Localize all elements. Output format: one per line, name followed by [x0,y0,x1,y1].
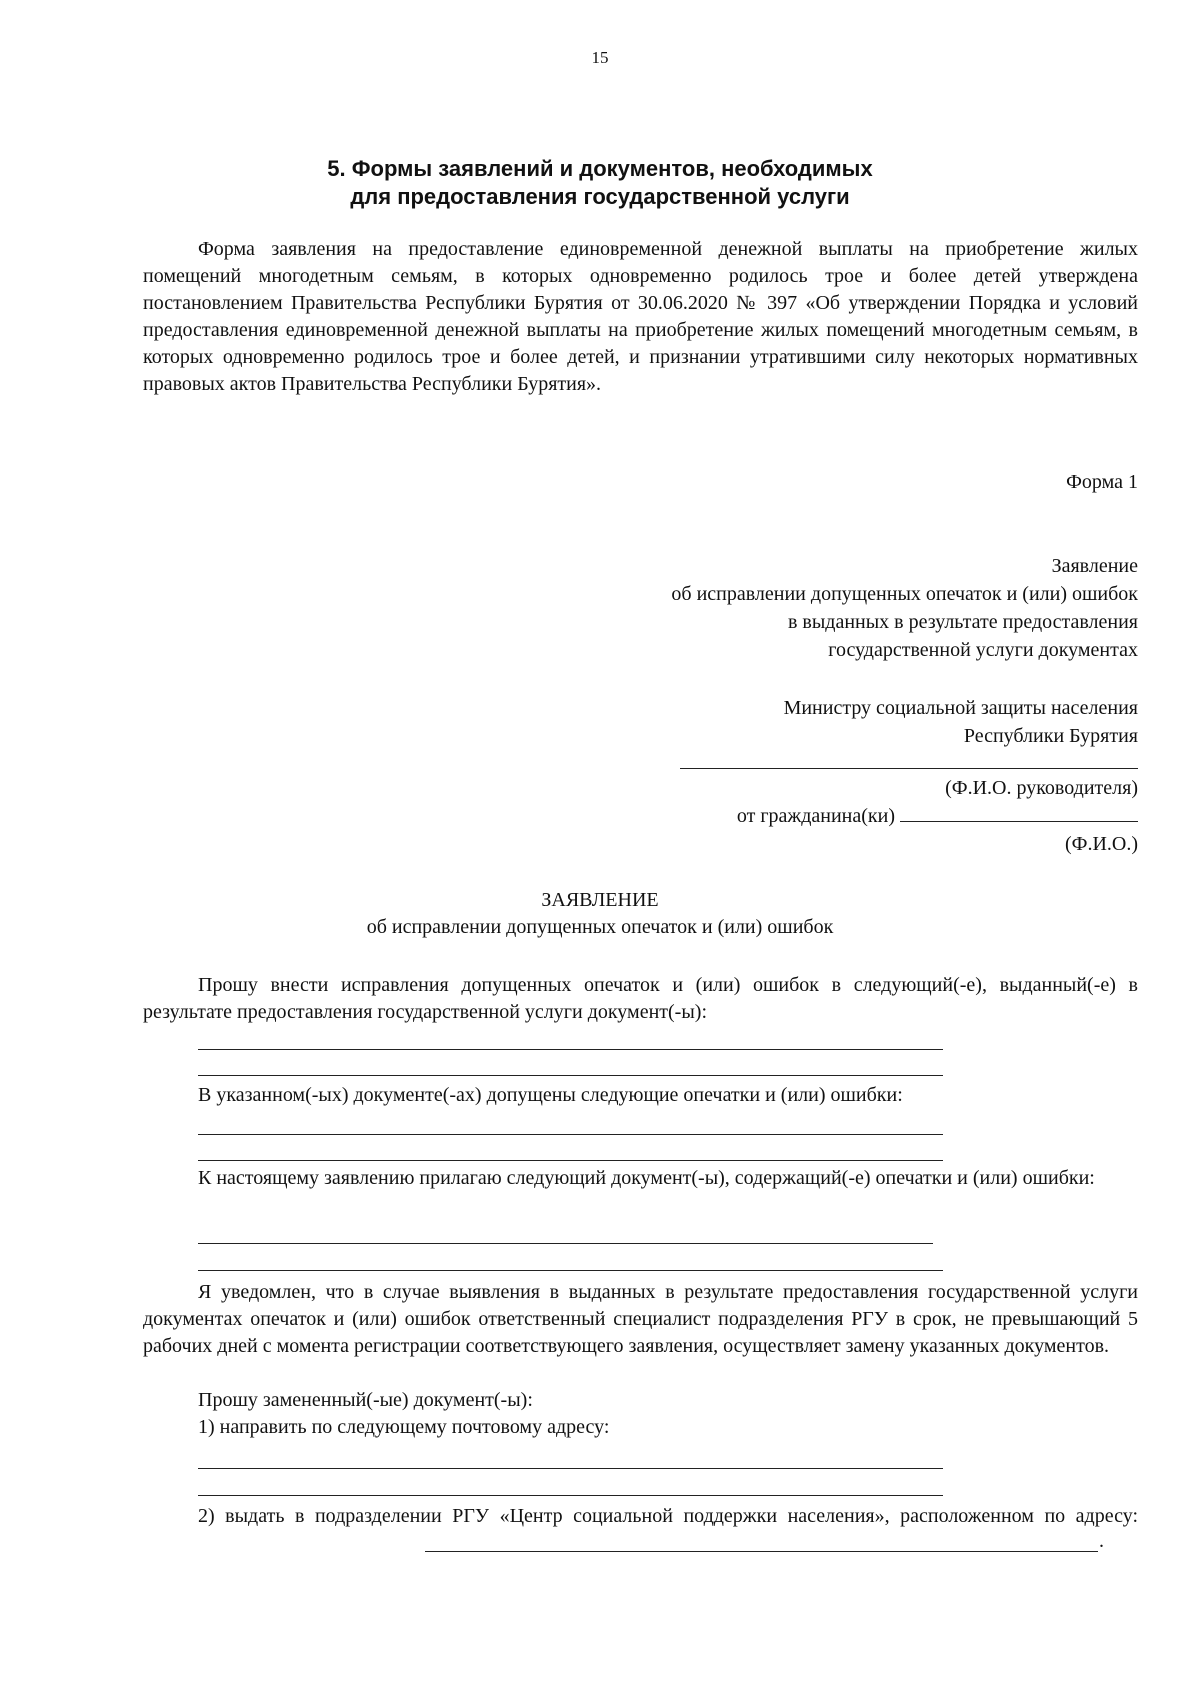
header-title-line-4: государственной услуги документах [828,639,1138,661]
option-mail: 1) направить по следующему почтовому адресу: [198,1416,610,1438]
application-subtitle: об исправлении допущенных опечаток и (или) ошибок [366,916,834,938]
option-pickup [143,1503,1138,1530]
paragraph-replace-request: Прошу замененный(-ые) документ(-ы): [198,1389,533,1411]
head-name-field[interactable] [680,768,1138,769]
form-label: Форма 1 [1066,471,1138,493]
postal-address-line-1[interactable] [198,1468,943,1469]
from-citizen-row [737,802,1138,830]
attachments-field-line-2[interactable] [198,1270,943,1271]
paragraph-notice: Я уведомлен, что в случае выявления в выданных в результате предоставления государственной услуги документах опечаток и (или) ошибок ответственный специалист подразделения РГУ в срок, не превышающий 5 рабочих дней с момента регистрации соответствующего заявления, осуществляет замену указанных документов. [143,1281,1138,1357]
option-pickup-text: 2) выдать в подразделении РГУ «Центр социальной поддержки населения», расположенном по адресу: [198,1505,1138,1527]
citizen-name-caption: (Ф.И.О.) [1064,833,1138,855]
pickup-address-field[interactable] [425,1551,1098,1552]
section-title-line-1: 5. Формы заявлений и документов, необходимых [327,156,873,181]
addressee [784,694,1138,750]
errors-field-line-1[interactable] [198,1134,943,1135]
from-citizen-label: от гражданина(ки) [736,805,895,827]
document-field-line-1[interactable] [198,1049,943,1050]
header-title-line-3: в выданных в результате предоставления [787,611,1138,633]
application-title: ЗАЯВЛЕНИЕ [541,889,659,911]
citizen-name-field[interactable] [900,803,1138,822]
paragraph-attachments: К настоящему заявлению прилагаю следующий документ(-ы), содержащий(-е) опечатки и (или) ошибки: [198,1167,1095,1189]
head-name-caption: (Ф.И.О. руководителя) [945,777,1138,799]
header-title-line-2: об исправлении допущенных опечаток и (или) ошибок [671,583,1138,605]
statement-header-title [671,552,1138,664]
paragraph-request: Прошу внести исправления допущенных опечаток и (или) ошибок в следующий(-е), выданный(-е) в результате предоставления государственной услуги документ(-ы): [143,974,1138,1023]
section-title-line-2: для предоставления государственной услуги [350,184,850,209]
intro-paragraph: Форма заявления на предоставление единовременной денежной выплаты на приобретение жилых помещений многодетным семьям, в которых одновременно родилось трое и более детей утверждена постановлением Правительства Республики Бурятия от 30.06.2020 № 397 «Об утверждении Порядка и условий предоставления единовременной денежной выплаты на приобретение жилых помещений многодетным семьям, в которых одновременно родилось трое и более детей, и признании утратившими силу некоторых нормативных правовых актов Правительства Республики Бурятия». [143,238,1138,395]
header-title-line-1: Заявление [1051,555,1138,577]
errors-field-line-2[interactable] [198,1160,943,1161]
addressee-line-1: Министру социальной защиты населения [783,697,1138,719]
document-field-line-2[interactable] [198,1075,943,1076]
addressee-line-2: Республики Бурятия [963,725,1138,747]
paragraph-errors: В указанном(-ых) документе(-ах) допущены следующие опечатки и (или) ошибки: [198,1084,903,1106]
end-mark: . [1099,1530,1104,1552]
page-number: 15 [591,48,609,67]
attachments-field-line-1[interactable] [198,1243,933,1244]
section-title [0,155,1200,211]
postal-address-line-2[interactable] [198,1495,943,1496]
